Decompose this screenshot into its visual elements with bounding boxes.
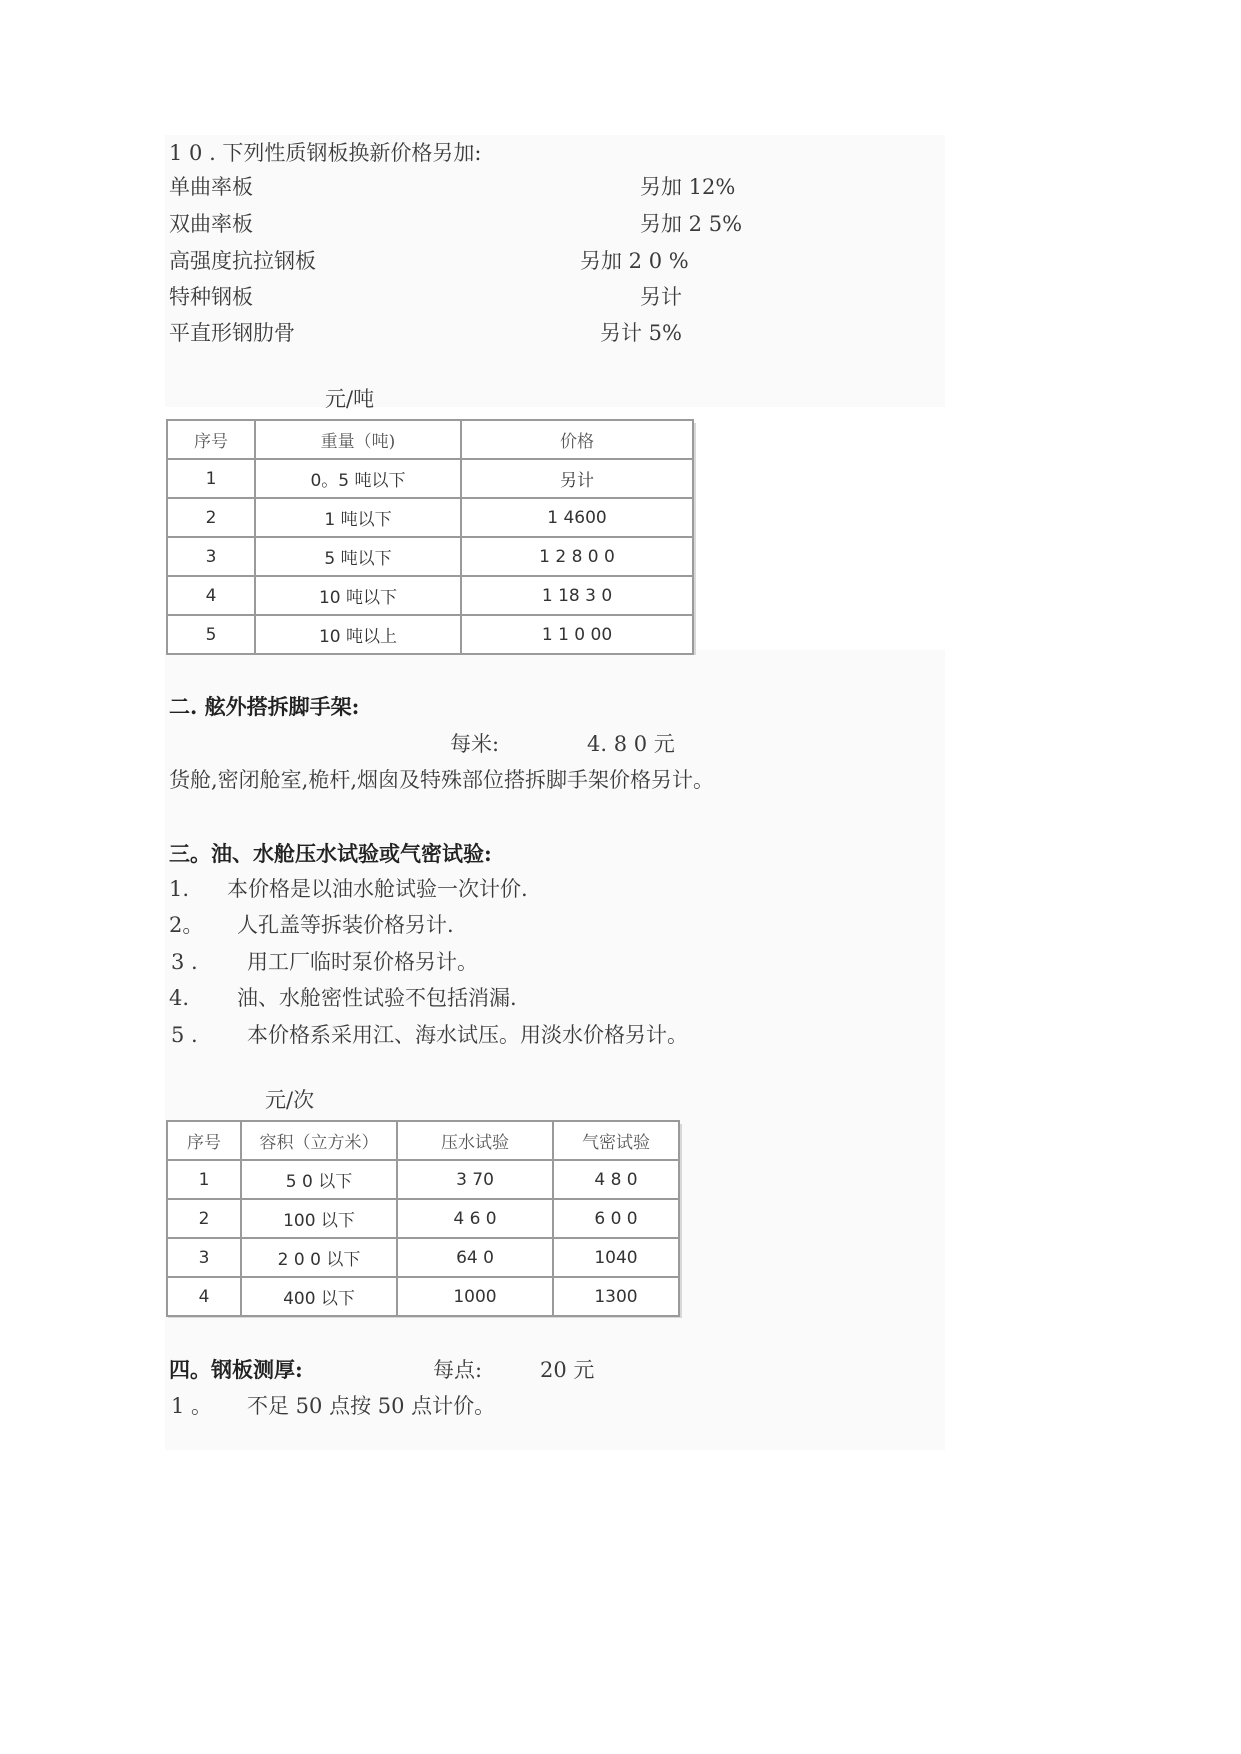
table-row xyxy=(167,1199,679,1238)
table-row xyxy=(167,1238,679,1277)
item-value: 另计 xyxy=(640,285,682,309)
list-item-text: 油、水舱密性试验不包括消漏. xyxy=(237,986,517,1010)
table-cell: 64 0 xyxy=(397,1238,553,1277)
item-label: 高强度抗拉钢板 xyxy=(169,249,316,273)
table-row xyxy=(167,1160,679,1199)
rate-value: 4. 8 0 元 xyxy=(587,732,675,756)
section-2-note: 货舱,密闭舱室,桅杆,烟囱及特殊部位搭拆脚手架价格另计。 xyxy=(169,768,715,792)
table-cell: 5 xyxy=(167,615,255,654)
column-header: 序号 xyxy=(167,420,255,459)
rate-label: 每点: xyxy=(433,1358,483,1382)
list-item-text: 人孔盖等拆装价格另计. xyxy=(237,913,454,937)
table-cell: 3 xyxy=(167,537,255,576)
item-value: 另计 5% xyxy=(600,321,682,345)
rate-value: 20 元 xyxy=(540,1358,595,1382)
list-item-text: 不足 50 点按 50 点计价。 xyxy=(247,1394,496,1418)
item-label: 单曲率板 xyxy=(169,175,253,199)
item-value: 另加 2 0 % xyxy=(580,249,689,273)
column-header: 重量（吨) xyxy=(255,420,461,459)
table-row xyxy=(167,537,693,576)
column-header: 气密试验 xyxy=(553,1121,679,1160)
table-cell: 1 xyxy=(167,459,255,498)
section-2-heading: 二. 舷外搭拆脚手架: xyxy=(169,694,360,719)
list-item-number: 4. xyxy=(169,986,190,1010)
pressure-test-table xyxy=(166,1120,680,1317)
rate-label: 每米: xyxy=(450,732,500,756)
item-value: 另加 12% xyxy=(640,175,736,199)
table-cell: 3 70 xyxy=(397,1160,553,1199)
table-header-row xyxy=(167,420,693,459)
section-3-heading: 三。油、水舱压水试验或气密试验: xyxy=(169,841,492,866)
table-unit-label: 元/次 xyxy=(265,1088,315,1112)
table-row xyxy=(167,576,693,615)
table-cell: 1 18 3 0 xyxy=(461,576,693,615)
table-cell: 100 以下 xyxy=(241,1199,397,1238)
table-cell: 3 xyxy=(167,1238,241,1277)
table-cell: 2 0 0 以下 xyxy=(241,1238,397,1277)
weight-price-table xyxy=(166,419,694,655)
item-value: 另加 2 5% xyxy=(640,212,743,236)
list-item-text: 用工厂临时泵价格另计。 xyxy=(247,950,478,974)
table-cell: 6 0 0 xyxy=(553,1199,679,1238)
table-header-row xyxy=(167,1121,679,1160)
table-cell: 4 xyxy=(167,576,255,615)
list-item-number: 3 . xyxy=(171,950,198,974)
table-row xyxy=(167,459,693,498)
table-cell: 400 以下 xyxy=(241,1277,397,1316)
table-row xyxy=(167,498,693,537)
list-item-number: 5 . xyxy=(171,1023,198,1047)
table-cell: 1 xyxy=(167,1160,241,1199)
section-4-heading: 四。钢板测厚: xyxy=(169,1357,303,1382)
list-item-text: 本价格系采用江、海水试压。用淡水价格另计。 xyxy=(247,1023,688,1047)
table-cell: 1 吨以下 xyxy=(255,498,461,537)
table-row xyxy=(167,615,693,654)
table-cell: 4 xyxy=(167,1277,241,1316)
item-label: 平直形钢肋骨 xyxy=(169,321,295,345)
table-cell: 1 1 0 00 xyxy=(461,615,693,654)
table-cell: 2 xyxy=(167,1199,241,1238)
table-cell: 0。5 吨以下 xyxy=(255,459,461,498)
table-cell: 10 吨以下 xyxy=(255,576,461,615)
column-header: 序号 xyxy=(167,1121,241,1160)
table-cell: 5 0 以下 xyxy=(241,1160,397,1199)
table-cell: 1 2 8 0 0 xyxy=(461,537,693,576)
section-1-heading: 1 0 . 下列性质钢板换新价格另加: xyxy=(169,141,482,165)
table-cell: 2 xyxy=(167,498,255,537)
table-unit-label: 元/吨 xyxy=(325,387,375,411)
table-cell: 4 8 0 xyxy=(553,1160,679,1199)
table-cell: 10 吨以上 xyxy=(255,615,461,654)
column-header: 压水试验 xyxy=(397,1121,553,1160)
item-label: 特种钢板 xyxy=(169,285,253,309)
list-item-number: 1. xyxy=(169,877,190,901)
table-cell: 另计 xyxy=(461,459,693,498)
table-cell: 1 4600 xyxy=(461,498,693,537)
table-cell: 1300 xyxy=(553,1277,679,1316)
table-cell: 5 吨以下 xyxy=(255,537,461,576)
table-cell: 4 6 0 xyxy=(397,1199,553,1238)
list-item-number: 1 。 xyxy=(171,1394,213,1418)
table-cell: 1040 xyxy=(553,1238,679,1277)
table-row xyxy=(167,1277,679,1316)
list-item-number: 2。 xyxy=(169,913,204,937)
list-item-text: 本价格是以油水舱试验一次计价. xyxy=(227,877,528,901)
item-label: 双曲率板 xyxy=(169,212,253,236)
column-header: 容积（立方米） xyxy=(241,1121,397,1160)
table-cell: 1000 xyxy=(397,1277,553,1316)
column-header: 价格 xyxy=(461,420,693,459)
